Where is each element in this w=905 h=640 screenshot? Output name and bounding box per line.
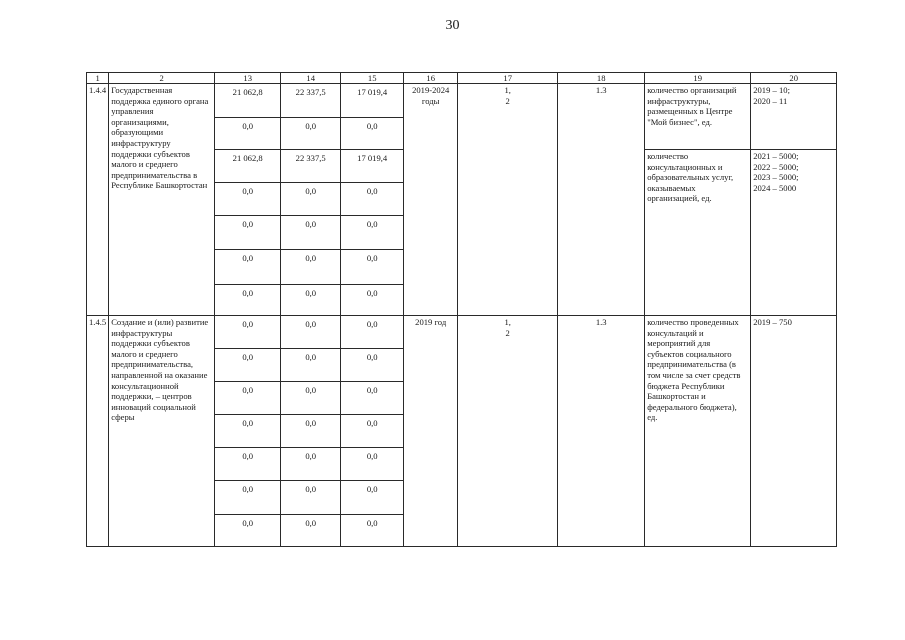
value-cell: 0,0 bbox=[281, 415, 341, 448]
measure-name: Создание и (или) развитие инфраструктуры поддержки субъектов малого и среднего предпринимательства, направленной на оказание консультационной поддержки, – центров инноваций социальной сферы bbox=[109, 316, 215, 547]
column-header: 15 bbox=[341, 73, 404, 84]
column-header: 13 bbox=[215, 73, 281, 84]
column-header: 18 bbox=[558, 73, 645, 84]
value-cell: 0,0 bbox=[341, 481, 404, 515]
column-header: 14 bbox=[281, 73, 341, 84]
executors-cell: 1, 2 bbox=[458, 316, 558, 547]
column-header: 20 bbox=[751, 73, 837, 84]
value-cell: 0,0 bbox=[215, 285, 281, 316]
value-cell: 0,0 bbox=[215, 118, 281, 150]
value-cell: 0,0 bbox=[281, 481, 341, 515]
value-cell: 0,0 bbox=[215, 216, 281, 250]
column-header: 2 bbox=[109, 73, 215, 84]
value-cell: 0,0 bbox=[341, 515, 404, 547]
value-cell: 0,0 bbox=[341, 183, 404, 216]
column-header: 16 bbox=[404, 73, 458, 84]
indicator-cell: количество организаций инфраструктуры, размещенных в Центре "Мой бизнес", ед. bbox=[645, 84, 751, 150]
value-cell: 22 337,5 bbox=[281, 150, 341, 183]
value-cell: 0,0 bbox=[341, 216, 404, 250]
value-cell: 0,0 bbox=[215, 448, 281, 481]
target-value-cell: 2019 – 10; 2020 – 11 bbox=[751, 84, 837, 150]
period-cell: 2019 год bbox=[404, 316, 458, 547]
value-cell: 0,0 bbox=[341, 415, 404, 448]
value-cell: 0,0 bbox=[341, 285, 404, 316]
value-cell: 0,0 bbox=[215, 415, 281, 448]
value-cell: 21 062,8 bbox=[215, 84, 281, 118]
column-header: 17 bbox=[458, 73, 558, 84]
measure-name: Государственная поддержка единого органа управления организациями, образующими инфраструктуру поддержки субъектов малого и среднего предпринимательства в Республике Башкортостан bbox=[109, 84, 215, 316]
column-header: 1 bbox=[87, 73, 109, 84]
indicator-cell: количество проведенных консультаций и мероприятий для субъектов социального предпринимательства (в том числе за счет средств бюджета Республики Башкортостан и федерального бюджета), ед. bbox=[645, 316, 751, 547]
value-cell: 0,0 bbox=[215, 515, 281, 547]
task-cell: 1.3 bbox=[558, 84, 645, 316]
value-cell: 22 337,5 bbox=[281, 84, 341, 118]
column-header: 19 bbox=[645, 73, 751, 84]
value-cell: 0,0 bbox=[281, 118, 341, 150]
table-row bbox=[87, 316, 837, 349]
value-cell: 0,0 bbox=[341, 118, 404, 150]
value-cell: 0,0 bbox=[215, 250, 281, 285]
value-cell: 0,0 bbox=[281, 285, 341, 316]
value-cell: 0,0 bbox=[281, 349, 341, 382]
value-cell: 17 019,4 bbox=[341, 150, 404, 183]
period-cell: 2019-2024 годы bbox=[404, 84, 458, 316]
value-cell: 0,0 bbox=[341, 250, 404, 285]
value-cell: 0,0 bbox=[281, 316, 341, 349]
value-cell: 21 062,8 bbox=[215, 150, 281, 183]
target-value-cell: 2021 – 5000; 2022 – 5000; 2023 – 5000; 2024 – 5000 bbox=[751, 150, 837, 316]
value-cell: 0,0 bbox=[341, 448, 404, 481]
value-cell: 0,0 bbox=[341, 382, 404, 415]
measure-code: 1.4.5 bbox=[87, 316, 109, 547]
target-value-cell: 2019 – 750 bbox=[751, 316, 837, 547]
value-cell: 0,0 bbox=[281, 382, 341, 415]
executors-cell: 1, 2 bbox=[458, 84, 558, 316]
measure-code: 1.4.4 bbox=[87, 84, 109, 316]
value-cell: 0,0 bbox=[281, 448, 341, 481]
value-cell: 0,0 bbox=[215, 382, 281, 415]
value-cell: 0,0 bbox=[215, 481, 281, 515]
column-number-row bbox=[87, 73, 837, 84]
value-cell: 0,0 bbox=[281, 216, 341, 250]
value-cell: 0,0 bbox=[215, 183, 281, 216]
program-measures-table bbox=[86, 72, 837, 547]
value-cell: 0,0 bbox=[341, 316, 404, 349]
table-row bbox=[87, 84, 837, 118]
task-cell: 1.3 bbox=[558, 316, 645, 547]
page-number: 30 bbox=[445, 18, 460, 33]
value-cell: 0,0 bbox=[215, 316, 281, 349]
indicator-cell: количество консультационных и образовательных услуг, оказываемых организацией, ед. bbox=[645, 150, 751, 316]
value-cell: 0,0 bbox=[341, 349, 404, 382]
value-cell: 0,0 bbox=[281, 250, 341, 285]
value-cell: 0,0 bbox=[281, 183, 341, 216]
value-cell: 0,0 bbox=[215, 349, 281, 382]
value-cell: 0,0 bbox=[281, 515, 341, 547]
value-cell: 17 019,4 bbox=[341, 84, 404, 118]
